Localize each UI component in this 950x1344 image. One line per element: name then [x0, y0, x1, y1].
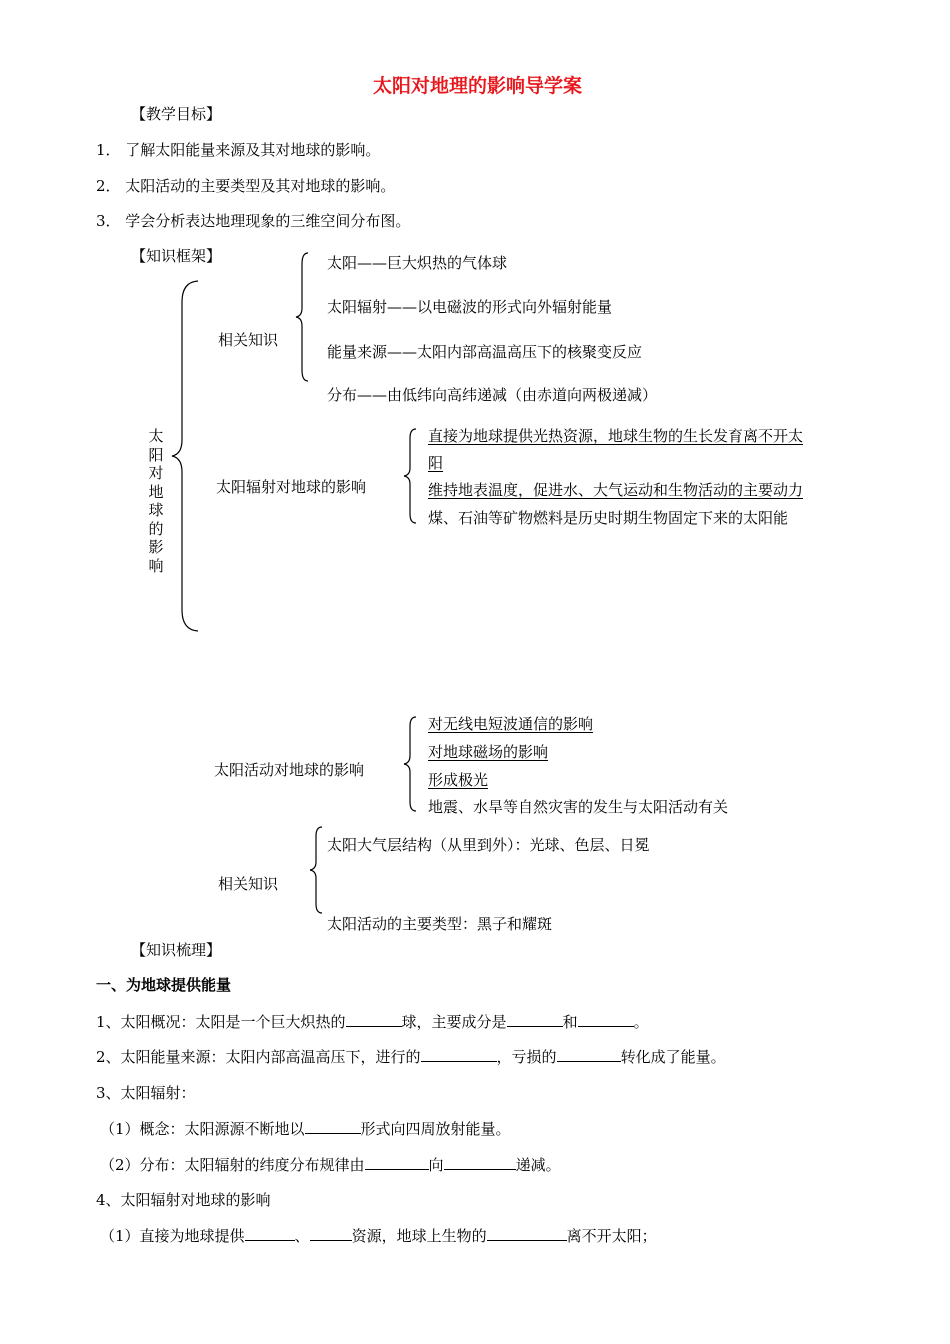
vertical-char: 的 [148, 519, 164, 538]
vertical-char: 响 [148, 556, 164, 575]
vertical-char: 地 [148, 482, 164, 501]
page-title: 太阳对地理的影响导学案 [373, 75, 583, 97]
answer-blank[interactable] [305, 1119, 361, 1134]
related2-item: 太阳大气层结构（从里到外）：光球、色层、日冕 [327, 836, 650, 854]
objective-item-3: 3． 学会分析表达地理现象的三维空间分布图。 [96, 212, 411, 230]
answer-blank[interactable] [245, 1226, 295, 1241]
activity-item: 地震、水旱等自然灾害的发生与太阳活动有关 [428, 798, 729, 816]
related1-item: 太阳——巨大炽热的气体球 [327, 254, 508, 272]
related2-brace [308, 826, 324, 914]
question-3-1: （1）概念：太阳源源不断地以 形式向四周放射能量。 [100, 1120, 511, 1138]
radiation-item: 阳 [428, 454, 444, 472]
activity-item: 对无线电短波通信的影响 [428, 715, 594, 733]
radiation-item: 煤、石油等矿物燃料是历史时期生物固定下来的太阳能 [428, 509, 789, 527]
answer-blank[interactable] [365, 1155, 429, 1170]
question-3-2: （2）分布：太阳辐射的纬度分布规律由 向 递减。 [100, 1156, 561, 1174]
activity-item: 对地球磁场的影响 [428, 743, 549, 761]
answer-blank[interactable] [578, 1012, 634, 1027]
answer-blank[interactable] [346, 1012, 402, 1027]
radiation-label: 太阳辐射对地球的影响 [216, 478, 367, 496]
vertical-label [147, 427, 165, 575]
related1-brace [294, 252, 310, 382]
radiation-item: 直接为地球提供光热资源，地球生物的生长发育离不开太 [428, 427, 804, 445]
question-3: 3、太阳辐射： [96, 1084, 196, 1102]
section-1-heading: 一、为地球提供能量 [96, 976, 232, 994]
related2-item: 太阳活动的主要类型：黑子和耀斑 [327, 915, 553, 933]
answer-blank[interactable] [421, 1047, 497, 1062]
activity-item: 形成极光 [428, 771, 489, 789]
related1-item: 太阳辐射——以电磁波的形式向外辐射能量 [327, 298, 613, 316]
question-1: 1、太阳概况：太阳是一个巨大炽热的 球，主要成分是 和 。 [96, 1013, 649, 1031]
related1-item: 分布——由低纬向高纬递减（由赤道向两极递减） [327, 386, 658, 404]
vertical-char: 阳 [148, 445, 164, 464]
related1-item: 能量来源——太阳内部高温高压下的核聚变反应 [327, 343, 643, 361]
main-brace [170, 280, 200, 632]
objective-item-1: 1． 了解太阳能量来源及其对地球的影响。 [96, 141, 381, 159]
question-4: 4、太阳辐射对地球的影响 [96, 1191, 271, 1209]
vertical-char: 影 [148, 538, 164, 556]
answer-blank[interactable] [507, 1012, 563, 1027]
radiation-item: 维持地表温度，促进水、大气运动和生物活动的主要动力 [428, 481, 804, 499]
activity-label: 太阳活动对地球的影响 [214, 761, 365, 779]
related2-label: 相关知识 [218, 875, 279, 893]
question-4-1: （1）直接为地球提供 、 资源，地球上生物的 离不开太阳； [100, 1227, 657, 1245]
objective-item-2: 2． 太阳活动的主要类型及其对地球的影响。 [96, 177, 396, 195]
vertical-char: 太 [148, 427, 164, 445]
answer-blank[interactable] [557, 1047, 621, 1062]
answer-blank[interactable] [444, 1155, 516, 1170]
related1-label: 相关知识 [218, 331, 279, 349]
question-2: 2、太阳能量来源：太阳内部高温高压下，进行的 ，亏损的 转化成了能量。 [96, 1048, 726, 1066]
radiation-brace [402, 428, 418, 524]
activity-brace [402, 716, 418, 812]
answer-blank[interactable] [310, 1226, 352, 1241]
answer-blank[interactable] [487, 1226, 567, 1241]
objectives-heading: 【教学目标】 [131, 105, 222, 123]
framework-heading: 【知识框架】 [131, 247, 222, 265]
vertical-char: 球 [148, 501, 164, 519]
vertical-char: 对 [148, 464, 164, 482]
review-heading: 【知识梳理】 [131, 941, 222, 959]
